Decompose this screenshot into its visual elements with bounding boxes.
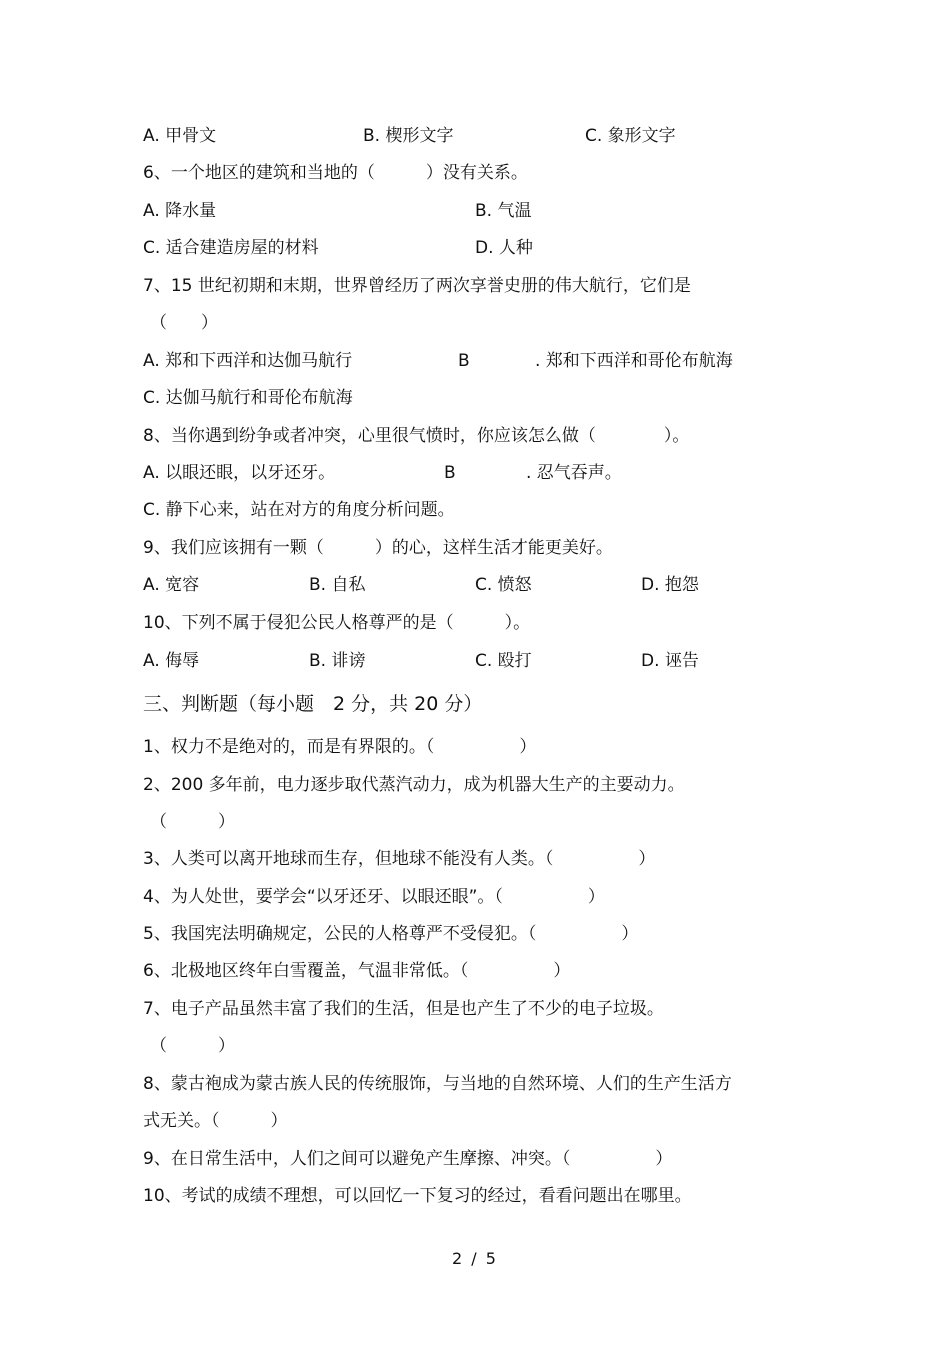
q8-option-b-text: . 忍气吞声。 xyxy=(526,463,622,483)
q7-option-c: C. 达伽马航行和哥伦布航海 xyxy=(143,388,353,408)
tf-item-7: 7、电子产品虽然丰富了我们的生活，但是也产生了不少的电子垃圾。 xyxy=(143,999,664,1019)
tf-item-5: 5、我国宪法明确规定，公民的人格尊严不受侵犯。（ ） xyxy=(143,924,639,944)
q7-blank: （ ） xyxy=(150,313,218,333)
tf-item-3: 3、人类可以离开地球而生存，但地球不能没有人类。（ ） xyxy=(143,849,656,869)
tf-item-9: 9、在日常生活中，人们之间可以避免产生摩擦、冲突。（ ） xyxy=(143,1149,673,1169)
q7-option-b-text: . 郑和下西洋和哥伦布航海 xyxy=(535,351,733,371)
q9-stem: 9、我们应该拥有一颗（ ）的心，这样生活才能更美好。 xyxy=(143,538,613,558)
q10-option-b: B. 诽谤 xyxy=(309,651,366,671)
tf-item-8-continued: 式无关。（ ） xyxy=(143,1111,288,1131)
tf-item-1: 1、权力不是绝对的，而是有界限的。（ ） xyxy=(143,737,537,757)
q6-stem: 6、一个地区的建筑和当地的（ ）没有关系。 xyxy=(143,163,528,183)
page-number: 2 / 5 xyxy=(452,1249,498,1268)
q10-option-c: C. 殴打 xyxy=(475,651,532,671)
tf-item-4: 4、为人处世，要学会“以牙还牙、以眼还眼”。（ ） xyxy=(143,887,605,907)
tf-item-10: 10、考试的成绩不理想，可以回忆一下复习的经过，看看问题出在哪里。 xyxy=(143,1186,692,1206)
q9-option-d: D. 抱怨 xyxy=(641,575,699,595)
q9-option-c: C. 愤怒 xyxy=(475,575,532,595)
q8-option-c: C. 静下心来，站在对方的角度分析问题。 xyxy=(143,500,455,520)
tf-item-7-blank: （ ） xyxy=(150,1036,235,1056)
q6-option-d: D. 人种 xyxy=(475,238,533,258)
q7-option-a: A. 郑和下西洋和达伽马航行 xyxy=(143,351,353,371)
q9-option-a: A. 宽容 xyxy=(143,575,200,595)
q6-option-a: A. 降水量 xyxy=(143,201,217,221)
q10-option-a: A. 侮辱 xyxy=(143,651,200,671)
tf-item-6: 6、北极地区终年白雪覆盖，气温非常低。（ ） xyxy=(143,961,571,981)
q7-option-b-letter: B xyxy=(458,351,470,371)
tf-item-2: 2、200 多年前，电力逐步取代蒸汽动力，成为机器大生产的主要动力。 xyxy=(143,775,685,795)
q8-option-a: A. 以眼还眼，以牙还牙。 xyxy=(143,463,336,483)
section-3-heading: 三、判断题（每小题 2 分，共 20 分） xyxy=(143,693,483,715)
q5-option-b: B. 楔形文字 xyxy=(363,126,454,146)
q8-option-b-letter: B xyxy=(444,463,456,483)
q6-option-c: C. 适合建造房屋的材料 xyxy=(143,238,319,258)
q8-stem: 8、当你遇到纷争或者冲突，心里很气愤时，你应该怎么做（ ）。 xyxy=(143,426,690,446)
q10-stem: 10、下列不属于侵犯公民人格尊严的是（ ）。 xyxy=(143,613,531,633)
tf-item-8: 8、蒙古袍成为蒙古族人民的传统服饰，与当地的自然环境、人们的生产生活方 xyxy=(143,1074,732,1094)
tf-item-2-blank: （ ） xyxy=(150,812,235,832)
q5-option-c: C. 象形文字 xyxy=(585,126,676,146)
q10-option-d: D. 诬告 xyxy=(641,651,699,671)
q6-option-b: B. 气温 xyxy=(475,201,532,221)
q5-option-a: A. 甲骨文 xyxy=(143,126,217,146)
q9-option-b: B. 自私 xyxy=(309,575,366,595)
q7-stem: 7、15 世纪初期和末期，世界曾经历了两次享誉史册的伟大航行，它们是 xyxy=(143,276,691,296)
